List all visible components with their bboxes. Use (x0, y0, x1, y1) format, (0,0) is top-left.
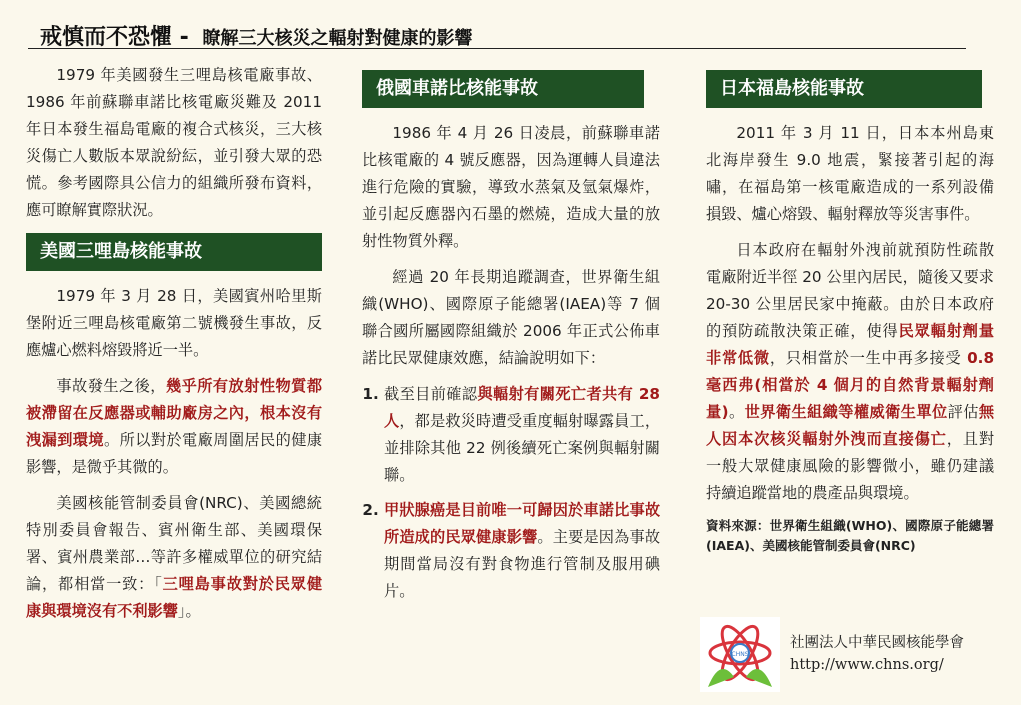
highlight-text: 幾乎所有放射性物質都被滯留在反應器或輔助廠房之內，根本沒有洩漏到環境 (26, 377, 323, 449)
organization-footer (700, 617, 1000, 697)
title-subtitle: 瞭解三大核災之輻射對健康的影響 (202, 28, 473, 49)
text-span: 美國核能管制委員會(NRC)、美國總統特別委員會報告、賓州衛生部、美國環保署、賓州農業部…等許多權威單位的研究結論，都相當一致：「 (26, 494, 322, 593)
fukushima-paragraph-1: 2011 年 3 月 11 日，日本本州島東北海岸發生 9.0 地震，緊接著引起的海嘯，在福島第一核電廠造成的一系列設備損毀、爐心熔毀、輻射釋放等災害事件。 (706, 124, 994, 223)
highlight-text: 民眾輻射劑量非常低微 (706, 322, 995, 367)
tmi-paragraph-2 (26, 373, 322, 481)
title-divider (28, 48, 966, 49)
organization-name: 社團法人中華民國核能學會 (790, 635, 964, 651)
logo-text: CHNS (731, 651, 749, 658)
tmi-paragraph-1: 1979 年 3 月 28 日，美國賓州哈里斯堡附近三哩島核電廠第二號機發生事故，反應爐心燃料熔毀將近一半。 (26, 287, 322, 359)
highlight-text: 甲狀腺癌是目前唯一可歸因於車諾比事故所造成的民眾健康影響 (384, 501, 660, 546)
section-header-chernobyl: 俄國車諾比核能事故 (362, 70, 644, 108)
chernobyl-paragraph-1: 1986 年 4 月 26 日凌晨，前蘇聯車諾比核電廠的 4 號反應器，因為運轉人員違法進行危險的實驗，導致水蒸氣及氫氣爆炸，並引起反應器內石墨的燃燒，造成大量的放射性物質外釋。 (362, 124, 660, 250)
highlight-text: 與輻射有關死亡者共有 28 人 (384, 385, 660, 430)
text-span: 。 (728, 403, 745, 421)
text-span: ，只相當於一生中再多接受 (769, 349, 968, 367)
fukushima-paragraph-2 (706, 237, 994, 507)
text-span: 日本政府在輻射外洩前就預防性疏散電廠附近半徑 20 公里內居民，隨後又要求 20-30 公里居民家中掩蔽。由於日本政府的預防疏散決策正確，使得 (706, 241, 994, 340)
text-span: 。主要是因為事故期間當局沒有對食物進行管制及服用碘片。 (384, 528, 661, 600)
text-span: 。所以對於電廠周圍居民的健康影響，是微乎其微的。 (26, 431, 323, 476)
page-title (40, 20, 472, 51)
column-three-mile-island (26, 62, 322, 634)
organization-url[interactable]: http://www.chns.org/ (790, 657, 944, 673)
highlight-text: 世界衛生組織等權威衛生單位 (744, 403, 948, 421)
column-fukushima (706, 62, 994, 565)
list-item (384, 381, 660, 489)
text-span: ，且對一般大眾健康風險的影響微小，雖仍建議持續追蹤當地的農產品與環境。 (706, 430, 995, 502)
section-header-three-mile-island: 美國三哩島核能事故 (26, 233, 322, 271)
text-span: ，都是救災時遭受重度輻射曝露員工，並排除其他 22 例後續死亡案例與輻射關聯。 (384, 412, 661, 484)
chns-logo (700, 617, 780, 692)
list-item (384, 497, 660, 605)
section-header-fukushima: 日本福島核能事故 (706, 70, 982, 108)
highlight-text: 三哩島事故對於民眾健康與環境沒有不利影響 (26, 575, 323, 620)
text-span: 評估 (947, 403, 979, 421)
chernobyl-conclusions-list (362, 381, 660, 605)
text-span: 」。 (177, 602, 201, 620)
title-separator: - (172, 25, 197, 50)
title-main: 戒慎而不恐懼 (40, 25, 173, 50)
text-span: 事故發生之後， (56, 377, 166, 395)
column-chernobyl (362, 62, 660, 613)
text-span: 截至目前確認 (384, 385, 478, 403)
highlight-text: 0.8 毫西弗(相當於 4 個月的自然背景輻射劑量) (706, 349, 995, 421)
highlight-text: 無人因本次核災輻射外洩而直接傷亡 (706, 403, 995, 448)
chernobyl-paragraph-2: 經過 20 年長期追蹤調查，世界衛生組織(WHO)、國際原子能總署(IAEA)等 7 個聯合國所屬國際組織於 2006 年正式公佈車諾比民眾健康效應，結論說明如下： (362, 268, 660, 367)
intro-paragraph: 1979 年美國發生三哩島核電廠事故、1986 年前蘇聯車諾比核電廠災難及 2011 年日本發生福島電廠的複合式核災，三大核災傷亡人數版本眾說紛紜，並引發大眾的恐慌。參考國際具公信力的組織所發布資料，應可瞭解實際狀況。 (26, 66, 322, 219)
tmi-paragraph-3 (26, 490, 322, 625)
data-source-note: 資料來源：世界衛生組織(WHO)、國際原子能總署(IAEA)、美國核能管制委員會(NRC) (706, 518, 994, 553)
